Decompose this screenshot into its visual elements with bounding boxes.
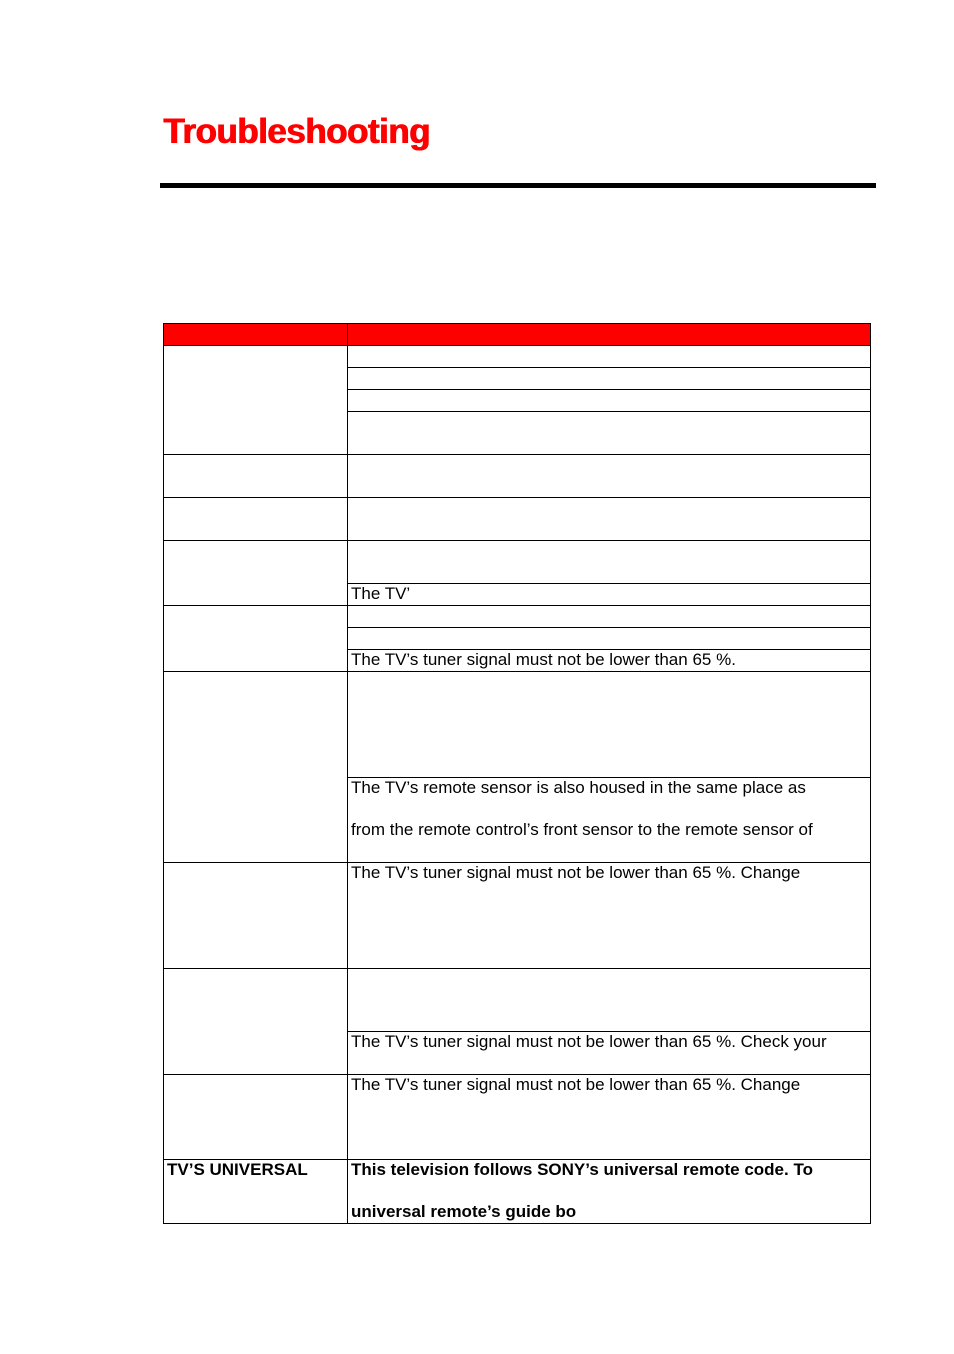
problem-cell bbox=[164, 455, 348, 498]
problem-cell bbox=[164, 541, 348, 606]
solution-cell bbox=[348, 1160, 871, 1224]
solution-cell: The TV’s tuner signal must not be lower than 65 %. Check your bbox=[348, 1032, 871, 1075]
problem-cell bbox=[164, 1075, 348, 1160]
table-row bbox=[164, 672, 871, 778]
table-row bbox=[164, 969, 871, 1032]
table-row bbox=[164, 346, 871, 368]
solution-cell bbox=[348, 368, 871, 390]
page-title: Troubleshooting bbox=[163, 112, 430, 151]
solution-cell bbox=[348, 606, 871, 628]
solution-cell: The TV’s tuner signal must not be lower than 65 %. Change bbox=[348, 1075, 871, 1160]
line-gap bbox=[351, 1180, 870, 1202]
solution-line: The TV’s remote sensor is also housed in the same place as bbox=[351, 778, 806, 797]
table-row bbox=[164, 1160, 871, 1224]
solution-cell bbox=[348, 778, 871, 863]
solution-cell: The TV’s tuner signal must not be lower than 65 %. Change bbox=[348, 863, 871, 969]
table-row bbox=[164, 606, 871, 628]
table-header-row bbox=[164, 324, 871, 346]
solution-cell bbox=[348, 672, 871, 778]
table-row bbox=[164, 1075, 871, 1160]
solution-cell bbox=[348, 541, 871, 584]
problem-cell bbox=[164, 606, 348, 672]
problem-cell bbox=[164, 346, 348, 455]
header-cell-problem bbox=[164, 324, 348, 346]
solution-cell bbox=[348, 628, 871, 650]
table-row bbox=[164, 863, 871, 969]
title-divider bbox=[160, 183, 876, 188]
problem-cell bbox=[164, 863, 348, 969]
problem-cell bbox=[164, 498, 348, 541]
solution-line: universal remote’s guide bo bbox=[351, 1202, 577, 1221]
problem-cell bbox=[164, 672, 348, 863]
solution-line: This television follows SONY’s universal remote code. To bbox=[351, 1160, 813, 1179]
solution-cell bbox=[348, 498, 871, 541]
line-gap bbox=[351, 798, 870, 820]
problem-cell bbox=[164, 969, 348, 1075]
table-row bbox=[164, 541, 871, 584]
solution-cell bbox=[348, 346, 871, 368]
solution-line: from the remote control’s front sensor to the remote sensor of bbox=[351, 820, 813, 839]
header-cell-solution bbox=[348, 324, 871, 346]
troubleshooting-table bbox=[163, 323, 871, 1224]
table-row bbox=[164, 455, 871, 498]
solution-cell bbox=[348, 969, 871, 1032]
solution-cell: The TV’ bbox=[348, 584, 871, 606]
solution-cell bbox=[348, 455, 871, 498]
problem-cell: TV’S UNIVERSAL bbox=[164, 1160, 348, 1224]
solution-cell bbox=[348, 390, 871, 412]
solution-cell bbox=[348, 412, 871, 455]
solution-cell: The TV’s tuner signal must not be lower than 65 %. bbox=[348, 650, 871, 672]
table-row bbox=[164, 498, 871, 541]
